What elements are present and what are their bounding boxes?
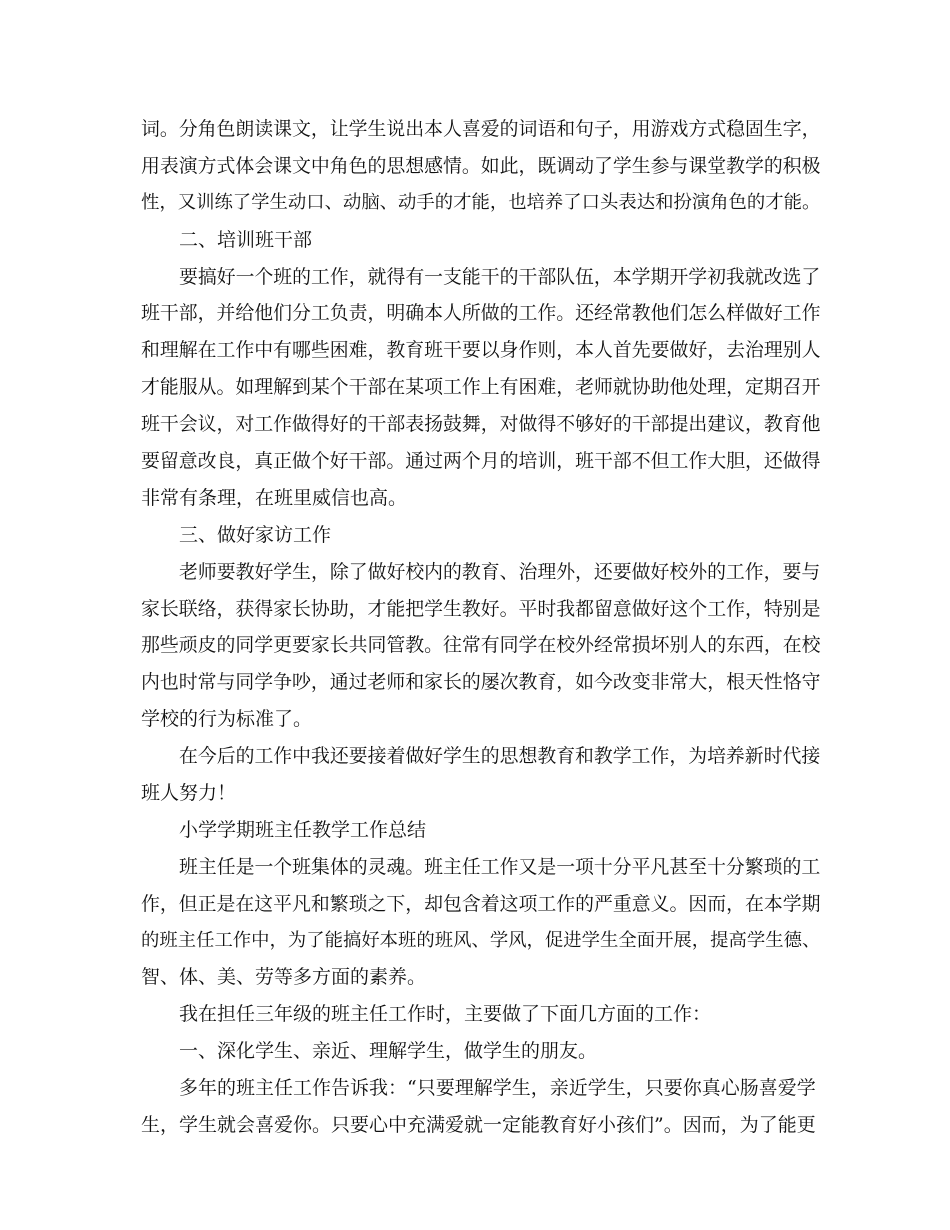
text-line: 生，学生就会喜爱你。只要心中充满爱就一定能教育好小孩们”。因而，为了能更	[141, 1114, 816, 1137]
text-line: 我在担任三年级的班主任工作时，主要做了下面几方面的工作：	[179, 1003, 712, 1026]
text-line: 班人努力！	[141, 782, 237, 805]
text-line: 多年的班主任工作告诉我：“只要理解学生，亲近学生，只要你真心肠喜爱学	[179, 1077, 816, 1100]
text-line: 的班主任工作中，为了能搞好本班的班风、学风，促进学生全面开展，提高学生德、	[141, 929, 821, 951]
text-line: 班干部，并给他们分工负责，明确本人所做的工作。还经常教他们怎么样做好工作	[141, 302, 821, 325]
text-line: 班干会议，对工作做得好的干部表扬鼓舞，对做得不够好的干部提出建议，教育他	[141, 413, 821, 436]
text-line: 智、体、美、劳等多方面的素养。	[141, 966, 427, 989]
text-line: 作，但正是在这平凡和繁琐之下，却包含着这项工作的严重意义。因而，在本学期	[141, 892, 821, 915]
text-line: 学校的行为标准了。	[141, 708, 313, 731]
text-line: 三、做好家访工作	[179, 523, 332, 546]
text-line: 和理解在工作中有哪些困难，教育班干要以身作则，本人首先要做好，去治理别人	[141, 339, 821, 362]
text-line: 要搞好一个班的工作，就得有一支能干的干部队伍，本学期开学初我就改选了	[179, 265, 821, 288]
text-line: 才能服从。如理解到某个干部在某项工作上有困难，老师就协助他处理，定期召开	[141, 376, 821, 399]
document-body	[141, 114, 821, 1144]
text-line: 非常有条理，在班里威信也高。	[141, 486, 408, 509]
text-line: 那些顽皮的同学更要家长共同管教。往常有同学在校外经常损坏别人的东西，在校	[141, 634, 821, 657]
text-line: 在今后的工作中我还要接着做好学生的思想教育和教学工作，为培养新时代接	[179, 745, 821, 768]
text-line: 一、深化学生、亲近、理解学生，做学生的朋友。	[179, 1040, 598, 1063]
text-line: 家长联络，获得家长协助，才能把学生教好。平时我都留意做好这个工作，特别是	[141, 597, 821, 620]
text-line: 要留意改良，真正做个好干部。通过两个月的培训，班干部不但工作大胆，还做得	[141, 450, 821, 473]
text-line: 班主任是一个班集体的灵魂。班主任工作又是一项十分平凡甚至十分繁琐的工	[179, 855, 821, 878]
text-line: 二、培训班干部	[179, 228, 313, 251]
text-line: 小学学期班主任教学工作总结	[179, 818, 427, 841]
text-line: 用表演方式体会课文中角色的思想感情。如此，既调动了学生参与课堂教学的积极	[141, 154, 821, 177]
text-line: 内也时常与同学争吵，通过老师和家长的屡次教育，如今改变非常大，根天性恪守	[141, 671, 821, 694]
text-line: 性，又训练了学生动口、动脑、动手的才能，也培养了口头表达和扮演角色的才能。	[141, 191, 821, 213]
text-line: 老师要教好学生，除了做好校内的教育、治理外，还要做好校外的工作，要与	[179, 560, 821, 583]
text-line: 词。分角色朗读课文，让学生说出本人喜爱的词语和句子，用游戏方式稳固生字，	[141, 118, 821, 140]
